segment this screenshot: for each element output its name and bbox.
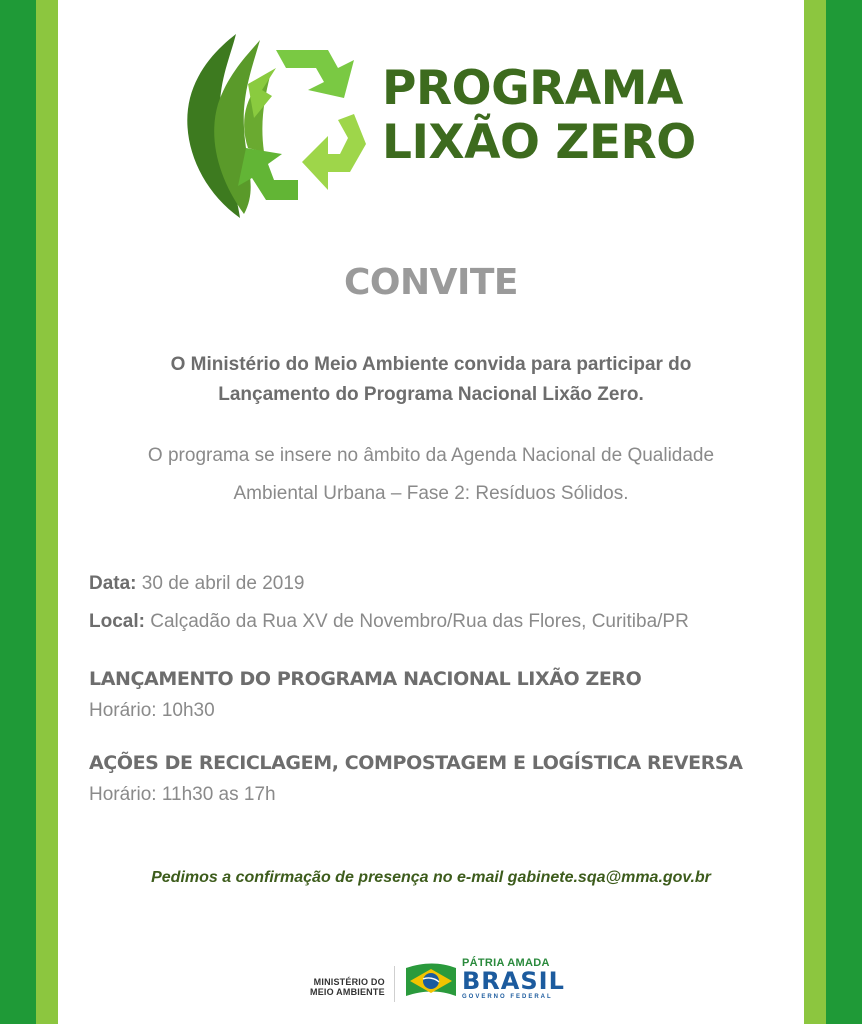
invite-title: CONVITE [343, 262, 519, 303]
desc-line-2: Ambiental Urbana – Fase 2: Resíduos Sólidos. [233, 483, 629, 504]
brand-slogan: PÁTRIA AMADA [462, 957, 550, 969]
invitation-card [58, 0, 804, 1024]
hand-recycle-icon [178, 28, 368, 220]
section-time-recycling: Horário: 11h30 as 17h [89, 784, 276, 805]
intro-line-2: Lançamento do Programa Nacional Lixão Zero. [218, 384, 644, 405]
program-logo-wordmark [382, 62, 696, 170]
section-time-launch: Horário: 10h30 [89, 700, 215, 721]
ministry-line-1: MINISTÉRIO DO [313, 977, 385, 987]
brand-government: GOVERNO FEDERAL [462, 994, 553, 1000]
date-row [89, 568, 794, 606]
place-label: Local: [89, 611, 145, 632]
place-row [89, 606, 794, 644]
place-value: Calçadão da Rua XV de Novembro/Rua das Flores, Curitiba/PR [150, 611, 689, 632]
government-brand [462, 957, 565, 1001]
right-green-border [804, 0, 862, 1024]
logo-line-2: LIXÃO ZERO [382, 115, 696, 170]
section-title-recycling: AÇÕES DE RECICLAGEM, COMPOSTAGEM E LOGÍSTICA REVERSA [89, 752, 743, 774]
brazil-flag-icon [404, 960, 458, 1000]
event-details [89, 568, 794, 812]
intro-line-1: O Ministério do Meio Ambiente convida para participar do [170, 354, 692, 375]
ministry-logo [310, 977, 385, 997]
logo-line-1: PROGRAMA [382, 61, 683, 116]
date-label: Data: [89, 573, 137, 594]
brand-country: BRASIL [462, 967, 565, 995]
left-green-border [0, 0, 58, 1024]
footer-divider [394, 966, 395, 1002]
section-title-launch: LANÇAMENTO DO PROGRAMA NACIONAL LIXÃO ZERO [89, 668, 642, 690]
invite-intro [58, 350, 804, 410]
ministry-line-2: MEIO AMBIENTE [310, 987, 385, 997]
date-value: 30 de abril de 2019 [141, 573, 305, 594]
desc-line-1: O programa se insere no âmbito da Agenda Nacional de Qualidade [147, 445, 715, 466]
program-description [58, 437, 804, 513]
rsvp-note: Pedimos a confirmação de presença no e-mail gabinete.sqa@mma.gov.br [151, 869, 711, 886]
